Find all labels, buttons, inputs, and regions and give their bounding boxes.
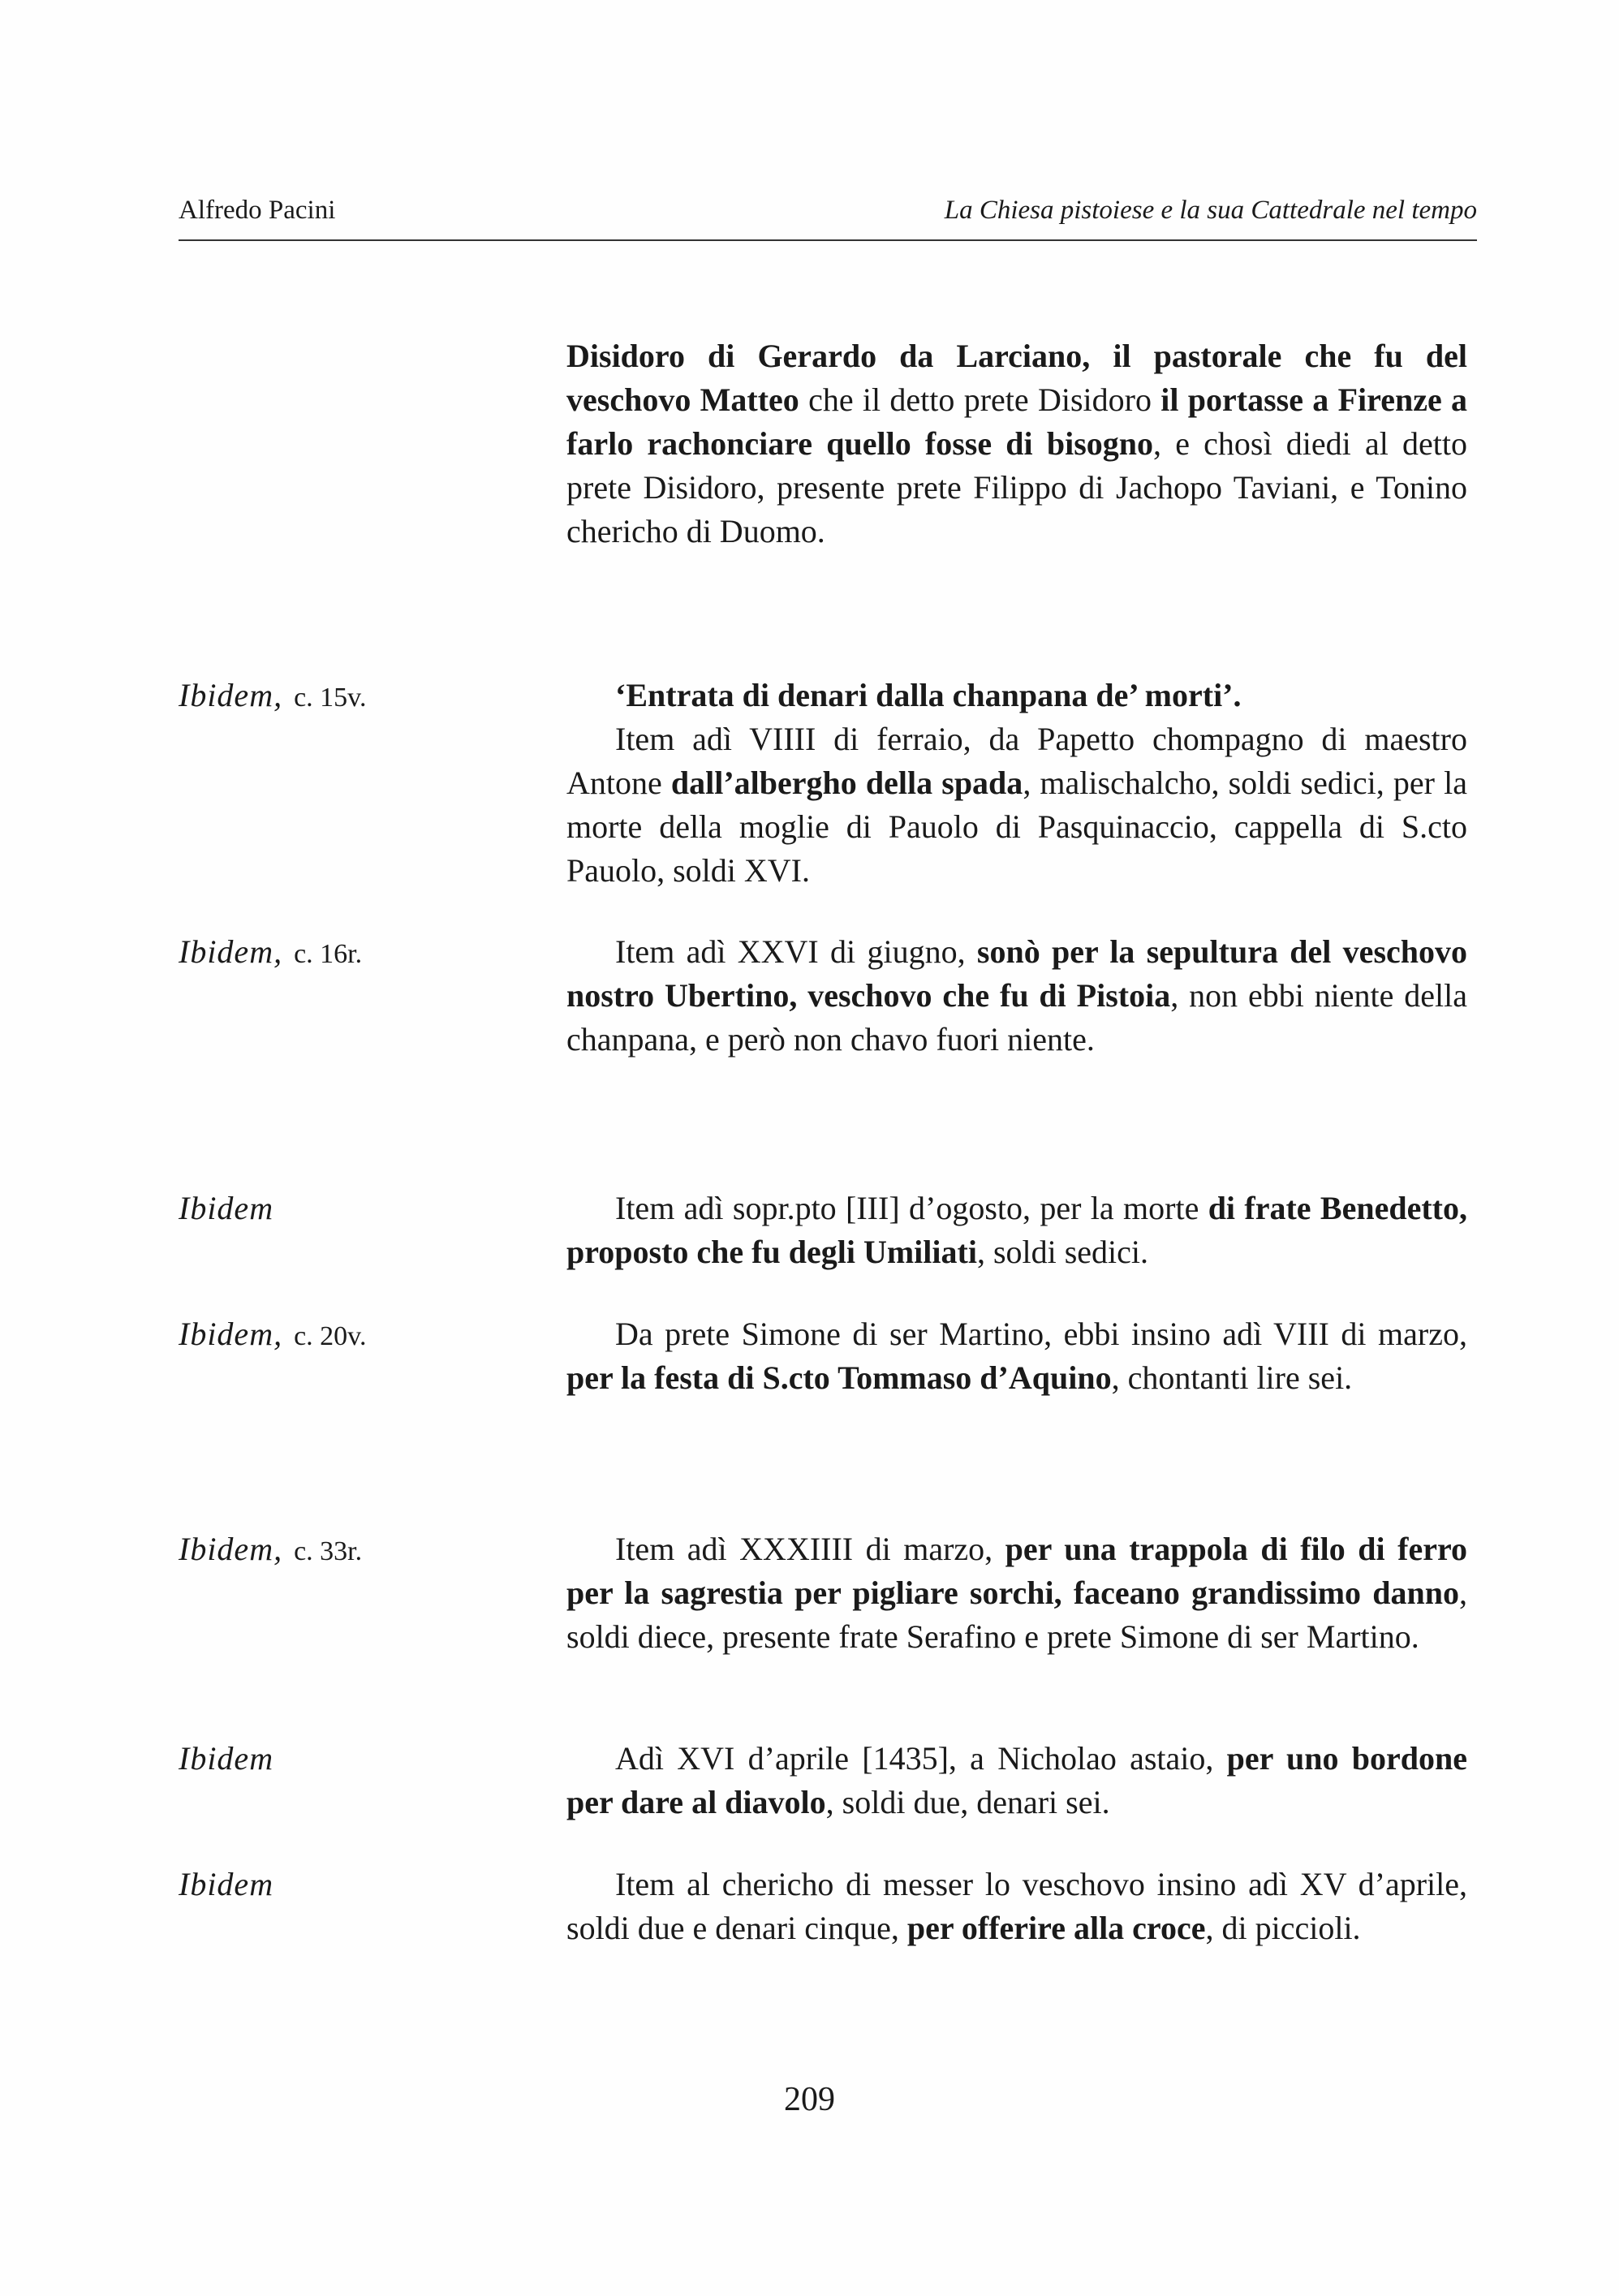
entry-text-1: Item adì XXVI di giugno, <box>615 933 977 970</box>
reference-cite: c. 15v. <box>294 683 367 713</box>
intro-text-1: che il detto prete Disidoro <box>799 381 1161 418</box>
entry-bold: dall’albergho della spada <box>670 765 1023 801</box>
reference-1 <box>179 674 366 720</box>
reference-cite: c. 16r. <box>294 939 363 969</box>
entry-bold: di frate Benedetto, proposto che fu degli Umiliati <box>566 1190 1467 1270</box>
intro-bold-1: Disidoro di Gerardo da Larciano, il pastorale che fu del veschovo Matteo <box>566 338 1467 418</box>
entry-4 <box>566 1312 1467 1400</box>
reference-cite: c. 20v. <box>294 1321 367 1351</box>
reference-6 <box>179 1737 285 1783</box>
header-title: La Chiesa pistoiese e la sua Cattedrale nel tempo <box>944 196 1477 225</box>
reference-4 <box>179 1312 366 1359</box>
intro-text-2: , e chosì diedi al detto prete Disidoro, presente prete Filippo di Jachopo Taviani, e Tonino chericho di Duomo. <box>566 425 1467 549</box>
reference-cite: c. 33r. <box>294 1536 363 1566</box>
reference-ibidem: Ibidem, <box>179 1531 283 1567</box>
entry-heading <box>566 674 1467 717</box>
entry-2 <box>566 930 1467 1062</box>
entry-text-2: , soldi sedici. <box>976 1234 1149 1270</box>
entry-5 <box>566 1527 1467 1659</box>
running-header <box>179 191 1477 241</box>
entry-1 <box>566 674 1467 893</box>
entry-text-2: , non ebbi niente della chanpana, e però non chavo fuori niente. <box>566 977 1468 1058</box>
entry-text-1: Item adì VIIII di ferraio, da Papetto chompagno di maestro Antone <box>566 721 1467 801</box>
reference-ibidem: Ibidem <box>179 1740 274 1777</box>
reference-ibidem: Ibidem, <box>179 1316 283 1352</box>
entry-text-1: Item adì sopr.pto [III] d’ogosto, per la morte <box>615 1190 1208 1226</box>
entry-bold: per una trappola di filo di ferro per la sagrestia per pigliare sorchi, faceano grandissimo danno <box>566 1531 1467 1611</box>
entry-bold: per la festa di S.cto Tommaso d’Aquino <box>566 1359 1112 1396</box>
reference-ibidem: Ibidem <box>179 1866 274 1902</box>
header-author: Alfredo Pacini <box>179 196 336 225</box>
entry-text-2: , chontanti lire sei. <box>1111 1359 1353 1396</box>
reference-5 <box>179 1527 362 1574</box>
entry-paragraph <box>566 717 1467 893</box>
reference-ibidem: Ibidem, <box>179 933 283 970</box>
entry-heading-text: ‘Entrata di denari dalla chanpana de’ morti’. <box>615 677 1242 713</box>
reference-3 <box>179 1187 285 1233</box>
entry-bold: per uno bordone per dare al diavolo <box>566 1740 1467 1820</box>
entry-text-1: Item adì XXXIIII di marzo, <box>615 1531 1005 1567</box>
entry-text-2: , malischalcho, soldi sedici, per la morte della moglie di Pauolo di Pasquinaccio, cappella di S.cto Pauolo, soldi XVI. <box>566 765 1467 889</box>
page-number: 209 <box>784 2081 835 2118</box>
entry-7 <box>566 1863 1467 1950</box>
intro-paragraph <box>566 334 1467 554</box>
intro-bold-2: il portasse a Firenze a farlo rachonciare quello fosse di bisogno <box>566 381 1468 462</box>
entry-text-2: , di piccioli. <box>1205 1910 1361 1946</box>
entry-text-2: , soldi diece, presente frate Serafino e prete Simone di ser Martino. <box>566 1574 1467 1655</box>
entry-6 <box>566 1737 1467 1824</box>
reference-2 <box>179 930 362 976</box>
entry-3 <box>566 1187 1467 1274</box>
entry-text-1: Adì XVI d’aprile [1435], a Nicholao astaio, <box>615 1740 1227 1777</box>
entry-text-1: Item al chericho di messer lo veschovo insino adì XV d’aprile, soldi due e denari cinque, <box>566 1866 1467 1946</box>
reference-ibidem: Ibidem, <box>179 677 283 713</box>
entry-bold: per offerire alla croce <box>906 1910 1206 1946</box>
reference-ibidem: Ibidem <box>179 1190 274 1226</box>
entry-text-2: , soldi due, denari sei. <box>825 1784 1110 1820</box>
entry-text-1: Da prete Simone di ser Martino, ebbi insino adì VIII di marzo, <box>615 1316 1467 1352</box>
entry-bold: sonò per la sepultura del veschovo nostro Ubertino, veschovo che fu di Pistoia <box>566 933 1468 1014</box>
reference-7 <box>179 1863 285 1909</box>
